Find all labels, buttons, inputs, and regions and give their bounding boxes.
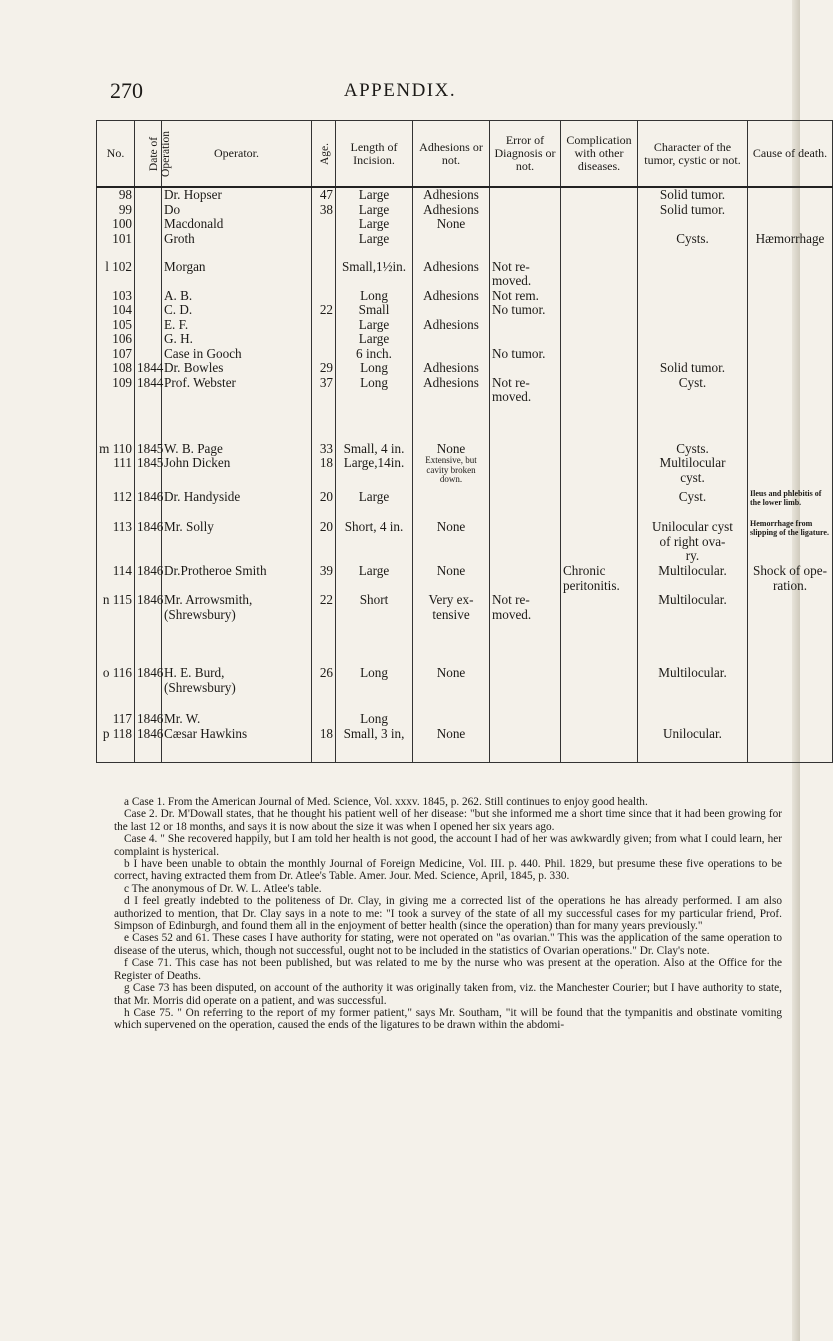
cell-cause: Hæmorrhage bbox=[748, 232, 833, 260]
cell-error bbox=[490, 203, 561, 218]
cell-complication bbox=[561, 217, 638, 232]
cell-operator: Mr. Arrowsmith, (Shrewsbury) bbox=[162, 593, 312, 666]
cell-length: Long bbox=[336, 289, 413, 304]
table-row bbox=[97, 318, 833, 333]
cell-operator: Prof. Webster bbox=[162, 376, 312, 442]
cell-error bbox=[490, 456, 561, 490]
cell-cause bbox=[748, 361, 833, 376]
table-row bbox=[97, 187, 833, 203]
cell-age bbox=[312, 232, 336, 260]
cell-length: Large bbox=[336, 490, 413, 520]
cell-date bbox=[135, 332, 162, 347]
cell-error: No tumor. bbox=[490, 303, 561, 318]
cell-date: 1846 bbox=[135, 490, 162, 520]
table-row bbox=[97, 666, 833, 712]
footnotes bbox=[114, 796, 782, 1032]
cell-complication bbox=[561, 361, 638, 376]
cell-date: 1846 bbox=[135, 666, 162, 712]
cell-error bbox=[490, 442, 561, 457]
cell-operator: Dr. Bowles bbox=[162, 361, 312, 376]
cell-error bbox=[490, 727, 561, 763]
cell-cause bbox=[748, 289, 833, 304]
cell-date bbox=[135, 260, 162, 289]
cell-error: Not re- moved. bbox=[490, 593, 561, 666]
cell-adhesions: Adhesions bbox=[413, 376, 490, 442]
cell-character bbox=[638, 318, 748, 333]
table-body bbox=[97, 187, 833, 763]
cell-date: 1845 bbox=[135, 442, 162, 457]
cell-error bbox=[490, 666, 561, 712]
table-row bbox=[97, 232, 833, 260]
cell-character: Multilocular. bbox=[638, 666, 748, 712]
cell-no: 108 bbox=[97, 361, 135, 376]
cell-length: Large bbox=[336, 332, 413, 347]
cell-error bbox=[490, 332, 561, 347]
cell-date: 1846 bbox=[135, 727, 162, 763]
col-header-length: Length of Incision. bbox=[336, 121, 413, 188]
footnote: g Case 73 has been disputed, on account of the authority it was originally taken from, viz. the Manchester Courier; but I have authority to state, that Mr. Morris did operate on a patient, and was successful. bbox=[114, 982, 782, 1007]
cell-length: Small,1½in. bbox=[336, 260, 413, 289]
cell-cause bbox=[748, 727, 833, 763]
cell-no: 101 bbox=[97, 232, 135, 260]
cell-cause: Hemorrhage from slipping of the ligature. bbox=[748, 520, 833, 564]
table-row bbox=[97, 456, 833, 490]
cell-age: 39 bbox=[312, 564, 336, 593]
cell-character: Solid tumor. bbox=[638, 361, 748, 376]
cell-operator: Dr.Protheroe Smith bbox=[162, 564, 312, 593]
cell-adhesions: Adhesions bbox=[413, 318, 490, 333]
cell-date bbox=[135, 318, 162, 333]
table-row bbox=[97, 712, 833, 727]
table-row bbox=[97, 490, 833, 520]
cell-cause bbox=[748, 260, 833, 289]
cell-no: 104 bbox=[97, 303, 135, 318]
cell-age bbox=[312, 260, 336, 289]
table-row bbox=[97, 564, 833, 593]
cell-date bbox=[135, 303, 162, 318]
cell-operator: Macdonald bbox=[162, 217, 312, 232]
cell-date bbox=[135, 217, 162, 232]
cell-date bbox=[135, 232, 162, 260]
cell-cause: Ileus and phlebitis of the lower limb. bbox=[748, 490, 833, 520]
table-row bbox=[97, 203, 833, 218]
cell-no: o 116 bbox=[97, 666, 135, 712]
cell-no: 107 bbox=[97, 347, 135, 362]
cell-adhesions: None bbox=[413, 727, 490, 763]
cell-character bbox=[638, 260, 748, 289]
cell-complication bbox=[561, 260, 638, 289]
footnote: h Case 75. " On referring to the report of my former patient," says Mr. Southam, "it will be found that the tympanitis and obstinate vomiting which supervened on the operation, caused the ends of the ligatures to be drawn within the abdomi- bbox=[114, 1006, 782, 1032]
cell-error bbox=[490, 217, 561, 232]
col-header-adhesions: Adhesions or not. bbox=[413, 121, 490, 188]
table-header-row bbox=[97, 121, 833, 188]
cell-no: 112 bbox=[97, 490, 135, 520]
cell-length: Long bbox=[336, 666, 413, 712]
cell-length: Large bbox=[336, 187, 413, 203]
cell-cause bbox=[748, 332, 833, 347]
cell-length: Short bbox=[336, 593, 413, 666]
footnote: b I have been unable to obtain the monthly Journal of Foreign Medicine, Vol. III. p. 440. Phil. 1829, but presume these five operations to be correct, having extracted them from Dr. Atlee's Table. Amer. Jour. Med. Science, April, 1845, p. 330. bbox=[114, 858, 782, 883]
cell-error: Not re- moved. bbox=[490, 376, 561, 442]
cell-operator: G. H. bbox=[162, 332, 312, 347]
cell-date: 1846 bbox=[135, 593, 162, 666]
cell-operator: Mr. W. bbox=[162, 712, 312, 727]
cell-error bbox=[490, 232, 561, 260]
cell-complication bbox=[561, 490, 638, 520]
cell-cause bbox=[748, 203, 833, 218]
cell-error bbox=[490, 187, 561, 203]
cell-cause bbox=[748, 712, 833, 727]
table-row bbox=[97, 303, 833, 318]
operations-table bbox=[96, 120, 833, 763]
cell-no: 117 bbox=[97, 712, 135, 727]
cell-character: Multilocular. bbox=[638, 564, 748, 593]
cell-character: Solid tumor. bbox=[638, 203, 748, 218]
cell-error bbox=[490, 361, 561, 376]
cell-character: Cyst. bbox=[638, 376, 748, 442]
table-row bbox=[97, 260, 833, 289]
cell-date: 1846 bbox=[135, 564, 162, 593]
cell-no: 114 bbox=[97, 564, 135, 593]
cell-operator: C. D. bbox=[162, 303, 312, 318]
page-header bbox=[0, 78, 800, 108]
cell-cause bbox=[748, 217, 833, 232]
table-row bbox=[97, 332, 833, 347]
cell-complication bbox=[561, 442, 638, 457]
cell-age: 37 bbox=[312, 376, 336, 442]
footnote: f Case 71. This case has not been published, but was related to me by the nurse who was present at the operation. Also at the Office for the Register of Deaths. bbox=[114, 957, 782, 982]
cell-date bbox=[135, 203, 162, 218]
cell-operator: Case in Gooch bbox=[162, 347, 312, 362]
running-head: APPENDIX. bbox=[343, 80, 457, 101]
cell-adhesions bbox=[413, 347, 490, 362]
cell-date bbox=[135, 289, 162, 304]
table-row bbox=[97, 376, 833, 442]
cell-age: 18 bbox=[312, 456, 336, 490]
cell-error bbox=[490, 520, 561, 564]
table-row bbox=[97, 347, 833, 362]
cell-length: Short, 4 in. bbox=[336, 520, 413, 564]
cell-operator: Mr. Solly bbox=[162, 520, 312, 564]
cell-cause bbox=[748, 303, 833, 318]
cell-adhesions: None bbox=[413, 564, 490, 593]
cell-length: Large,14in. bbox=[336, 456, 413, 490]
table-row bbox=[97, 593, 833, 666]
cell-adhesions: Adhesions bbox=[413, 361, 490, 376]
cell-complication bbox=[561, 376, 638, 442]
cell-date: 1846 bbox=[135, 520, 162, 564]
footnote: d I feel greatly indebted to the politeness of Dr. Clay, in giving me a corrected list of the operations he has already performed. I am also authorized to mention, that Dr. Clay says in a note to me: "I took a survey of the state of all my successful cases for my particular friend, Prof. Simpson of Edinburgh, and found them all in the enjoyment of better health (since the operation) than for many years previously." bbox=[114, 895, 782, 933]
cell-operator: E. F. bbox=[162, 318, 312, 333]
cell-complication bbox=[561, 347, 638, 362]
cell-age bbox=[312, 217, 336, 232]
cell-length: Long bbox=[336, 376, 413, 442]
col-header-age: Age. bbox=[312, 121, 336, 188]
cell-age: 47 bbox=[312, 187, 336, 203]
cell-no: 98 bbox=[97, 187, 135, 203]
cell-operator: Dr. Hopser bbox=[162, 187, 312, 203]
cell-length: Large bbox=[336, 217, 413, 232]
cell-age: 22 bbox=[312, 303, 336, 318]
cell-operator: W. B. Page bbox=[162, 442, 312, 457]
cell-character bbox=[638, 712, 748, 727]
cell-length: Large bbox=[336, 203, 413, 218]
cell-complication bbox=[561, 593, 638, 666]
cell-no: m 110 bbox=[97, 442, 135, 457]
cell-no: l 102 bbox=[97, 260, 135, 289]
col-header-no: No. bbox=[97, 121, 135, 188]
col-header-complication: Complication with other diseases. bbox=[561, 121, 638, 188]
cell-length: Large bbox=[336, 318, 413, 333]
cell-complication bbox=[561, 203, 638, 218]
cell-complication bbox=[561, 303, 638, 318]
cell-no: n 115 bbox=[97, 593, 135, 666]
cell-error: Not rem. bbox=[490, 289, 561, 304]
cell-cause bbox=[748, 456, 833, 490]
cell-cause bbox=[748, 666, 833, 712]
cell-adhesions: Adhesions bbox=[413, 260, 490, 289]
cell-operator: Do bbox=[162, 203, 312, 218]
cell-age bbox=[312, 332, 336, 347]
cell-cause: Shock of ope- ration. bbox=[748, 564, 833, 593]
cell-cause bbox=[748, 187, 833, 203]
cell-age: 26 bbox=[312, 666, 336, 712]
table-row bbox=[97, 520, 833, 564]
cell-adhesions: None bbox=[413, 520, 490, 564]
cell-error bbox=[490, 318, 561, 333]
cell-no: 106 bbox=[97, 332, 135, 347]
cell-character: Solid tumor. bbox=[638, 187, 748, 203]
cell-adhesions: None bbox=[413, 442, 490, 457]
col-header-character: Character of the tumor, cystic or not. bbox=[638, 121, 748, 188]
cell-no: 109 bbox=[97, 376, 135, 442]
cell-no: p 118 bbox=[97, 727, 135, 763]
cell-character bbox=[638, 347, 748, 362]
cell-length: Small, 4 in. bbox=[336, 442, 413, 457]
cell-error: Not re- moved. bbox=[490, 260, 561, 289]
cell-cause bbox=[748, 593, 833, 666]
cell-cause bbox=[748, 376, 833, 442]
cell-adhesions: Extensive, but cavity broken down. bbox=[413, 456, 490, 490]
cell-length: 6 inch. bbox=[336, 347, 413, 362]
cell-error bbox=[490, 712, 561, 727]
cell-date bbox=[135, 187, 162, 203]
cell-complication: Chronic peritonitis. bbox=[561, 564, 638, 593]
cell-character: Cyst. bbox=[638, 490, 748, 520]
cell-date: 1844 bbox=[135, 361, 162, 376]
cell-complication bbox=[561, 332, 638, 347]
cell-operator: John Dicken bbox=[162, 456, 312, 490]
cell-character bbox=[638, 289, 748, 304]
cell-operator: Morgan bbox=[162, 260, 312, 289]
cell-operator: Dr. Handyside bbox=[162, 490, 312, 520]
cell-operator: A. B. bbox=[162, 289, 312, 304]
cell-no: 103 bbox=[97, 289, 135, 304]
cell-adhesions: Very ex- tensive bbox=[413, 593, 490, 666]
cell-error: No tumor. bbox=[490, 347, 561, 362]
cell-adhesions: None bbox=[413, 666, 490, 712]
table-row bbox=[97, 361, 833, 376]
cell-operator: Groth bbox=[162, 232, 312, 260]
cell-complication bbox=[561, 318, 638, 333]
cell-adhesions bbox=[413, 232, 490, 260]
cell-character: Multilocular cyst. bbox=[638, 456, 748, 490]
cell-date: 1844 bbox=[135, 376, 162, 442]
page-number: 270 bbox=[110, 78, 143, 103]
cell-date: 1846 bbox=[135, 712, 162, 727]
table-row bbox=[97, 442, 833, 457]
cell-no: 99 bbox=[97, 203, 135, 218]
cell-age: 20 bbox=[312, 520, 336, 564]
cell-character: Unilocular. bbox=[638, 727, 748, 763]
cell-complication bbox=[561, 520, 638, 564]
cell-length: Large bbox=[336, 564, 413, 593]
table-row bbox=[97, 727, 833, 763]
col-header-operator: Operator. bbox=[162, 121, 312, 188]
cell-date: 1845 bbox=[135, 456, 162, 490]
cell-adhesions bbox=[413, 712, 490, 727]
cell-error bbox=[490, 490, 561, 520]
cell-complication bbox=[561, 232, 638, 260]
footnote: Case 2. Dr. M'Dowall states, that he thought his patient well of her disease: "but she informed me a short time since that it had been growing for the last 12 or 18 months, and says it is now about the size it was when I opened her six years ago. bbox=[114, 808, 782, 833]
cell-cause bbox=[748, 347, 833, 362]
cell-age: 18 bbox=[312, 727, 336, 763]
cell-length: Small bbox=[336, 303, 413, 318]
cell-age bbox=[312, 318, 336, 333]
cell-age: 33 bbox=[312, 442, 336, 457]
cell-age: 22 bbox=[312, 593, 336, 666]
cell-adhesions: Adhesions bbox=[413, 289, 490, 304]
cell-no: 105 bbox=[97, 318, 135, 333]
cell-adhesions: Adhesions bbox=[413, 203, 490, 218]
cell-character: Cysts. bbox=[638, 442, 748, 457]
cell-character bbox=[638, 332, 748, 347]
cell-adhesions bbox=[413, 303, 490, 318]
cell-character: Unilocular cyst of right ova- ry. bbox=[638, 520, 748, 564]
cell-age bbox=[312, 712, 336, 727]
cell-adhesions: Adhesions bbox=[413, 187, 490, 203]
cell-age bbox=[312, 347, 336, 362]
cell-complication bbox=[561, 289, 638, 304]
col-header-date: Date of Operation bbox=[135, 121, 162, 188]
cell-no: 113 bbox=[97, 520, 135, 564]
cell-character bbox=[638, 217, 748, 232]
cell-character bbox=[638, 303, 748, 318]
cell-date bbox=[135, 347, 162, 362]
cell-character: Multilocular. bbox=[638, 593, 748, 666]
cell-age: 29 bbox=[312, 361, 336, 376]
cell-cause bbox=[748, 442, 833, 457]
cell-complication bbox=[561, 727, 638, 763]
col-header-error: Error of Diagnosis or not. bbox=[490, 121, 561, 188]
cell-complication bbox=[561, 187, 638, 203]
table-row bbox=[97, 217, 833, 232]
table-row bbox=[97, 289, 833, 304]
footnote: c The anonymous of Dr. W. L. Atlee's table. bbox=[124, 882, 322, 895]
cell-age: 38 bbox=[312, 203, 336, 218]
footnote: a Case 1. From the American Journal of Med. Science, Vol. xxxv. 1845, p. 262. Still continues to enjoy good health. bbox=[124, 796, 648, 808]
footnote: Case 4. " She recovered happily, but I am told her health is not good, the account I had of her was awkwardly given; from what I could learn, her complaint is hysterical. bbox=[114, 833, 782, 858]
cell-age: 20 bbox=[312, 490, 336, 520]
cell-cause bbox=[748, 318, 833, 333]
cell-operator: Cæsar Hawkins bbox=[162, 727, 312, 763]
cell-adhesions bbox=[413, 490, 490, 520]
cell-complication bbox=[561, 712, 638, 727]
cell-error bbox=[490, 564, 561, 593]
cell-length: Small, 3 in, bbox=[336, 727, 413, 763]
cell-no: 111 bbox=[97, 456, 135, 490]
cell-adhesions: None bbox=[413, 217, 490, 232]
cell-age bbox=[312, 289, 336, 304]
cell-length: Large bbox=[336, 232, 413, 260]
cell-complication bbox=[561, 456, 638, 490]
cell-length: Long bbox=[336, 361, 413, 376]
cell-length: Long bbox=[336, 712, 413, 727]
cell-adhesions bbox=[413, 332, 490, 347]
cell-character: Cysts. bbox=[638, 232, 748, 260]
cell-complication bbox=[561, 666, 638, 712]
footnote: e Cases 52 and 61. These cases I have authority for stating, were not operated on "as ovarian." This was the application of the same operation to disease of the uterus, which, though not successful, ought not to be included in the statistics of Ovarian operations." Dr. Clay's note. bbox=[114, 932, 782, 957]
col-header-cause: Cause of death. bbox=[748, 121, 833, 188]
cell-no: 100 bbox=[97, 217, 135, 232]
cell-operator: H. E. Burd, (Shrewsbury) bbox=[162, 666, 312, 712]
